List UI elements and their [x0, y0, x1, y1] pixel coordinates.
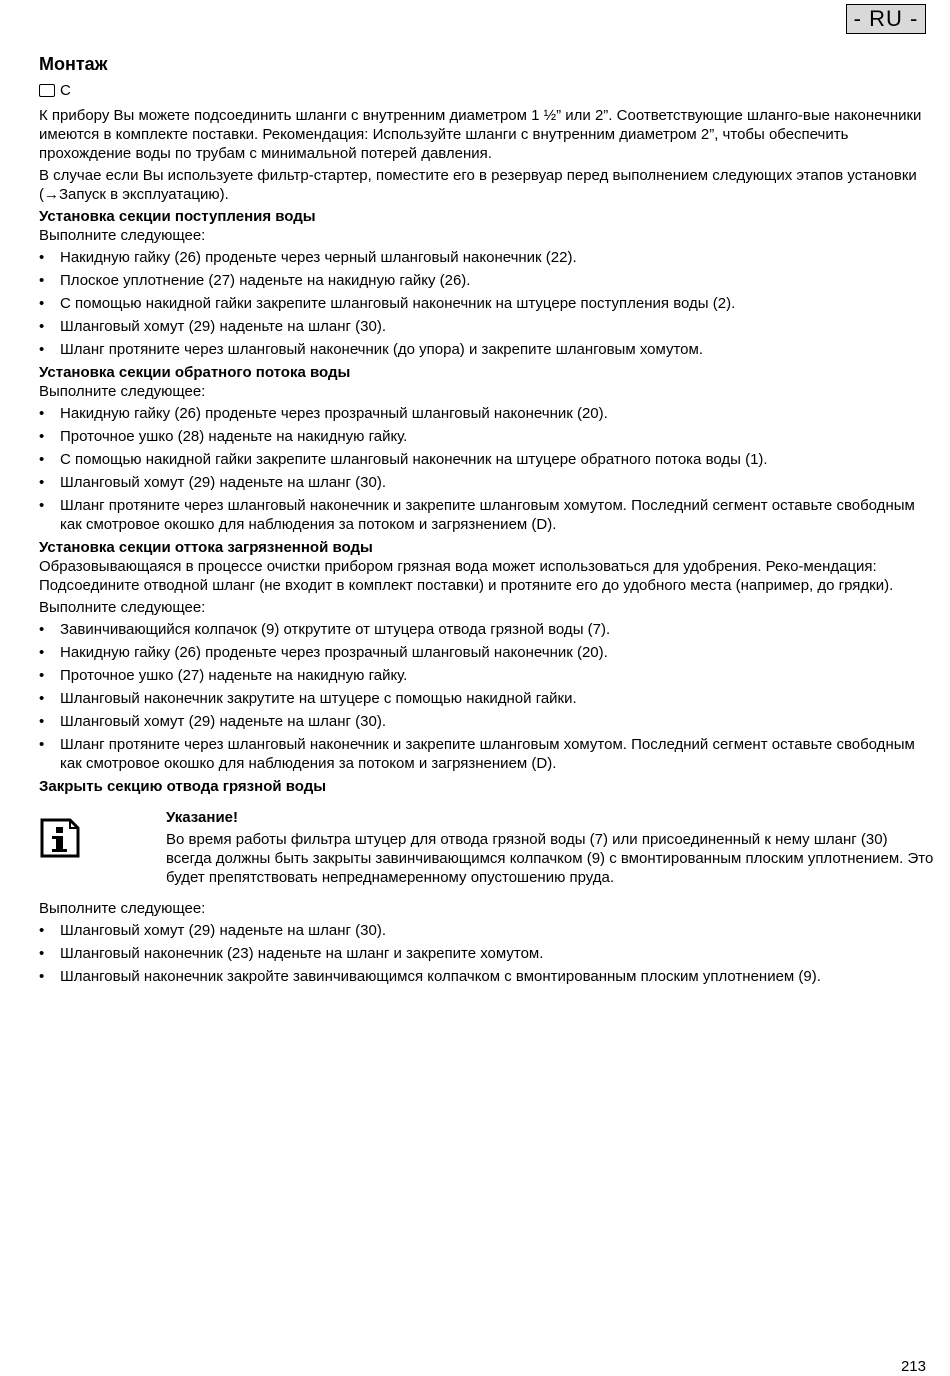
list-item: • Шланговый хомут (29) наденьте на шланг (30).	[39, 921, 934, 940]
list-item: • Накидную гайку (26) проденьте через черный шланговый наконечник (22).	[39, 248, 934, 267]
list-item: • С помощью накидной гайки закрепите шланговый наконечник на штуцере поступления воды (2).	[39, 294, 934, 313]
section-heading-dirty-water-outflow: Установка секции оттока загрязненной воды	[39, 539, 373, 556]
list-item: • Шланговый хомут (29) наденьте на шланг (30).	[39, 473, 934, 492]
info-icon	[39, 808, 166, 890]
list-item: • Завинчивающийся колпачок (9) открутите от штуцера отвода грязной воды (7).	[39, 620, 934, 639]
list-item: • Шланг протяните через шланговый наконечник и закрепите шланговым хомутом. Последний сегмент оставьте свободным как смотровое окошко для наблюдения за потоком и загрязнением (D).	[39, 496, 934, 534]
intro-paragraph: В случае если Вы используете фильтр-стартер, поместите его в резервуар перед выполнением следующих этапов установки (→Запуск в эксплуатацию).	[39, 167, 917, 203]
section-lead: Выполните следующее:	[39, 599, 206, 616]
section-paragraph: Образовывающаяся в процессе очистки прибором грязная вода может использоваться для удобрения. Реко-мендация: Подсоедините отводной шланг (не входит в комплект поставки) и протяните его до удобного места (например, до грядки).	[39, 558, 894, 594]
list-item: • Проточное ушко (28) наденьте на накидную гайку.	[39, 427, 934, 446]
section-heading-close-dirty-water: Закрыть секцию отвода грязной воды	[39, 778, 327, 795]
notice-body: Во время работы фильтра штуцер для отвода грязной воды (7) или присоединенный к нему шланг (30) всегда должны быть закрыты завинчивающимся колпачком (9) с вмонтированным плоским уплотнением. Это будет препятствовать непреднамеренному опустошению пруда.	[166, 831, 934, 886]
list-item: • Накидную гайку (26) проденьте через прозрачный шланговый наконечник (20).	[39, 404, 934, 423]
section-lead: Выполните следующее:	[39, 900, 206, 917]
step-list	[39, 248, 934, 359]
section-lead: Выполните следующее:	[39, 383, 206, 400]
page-content	[39, 52, 934, 990]
list-item: • Проточное ушко (27) наденьте на накидную гайку.	[39, 666, 934, 685]
section-heading-inflow: Установка секции поступления воды	[39, 208, 316, 225]
intro-paragraph: К прибору Вы можете подсоединить шланги с внутренним диаметром 1 ½” или 2”. Соответствующие шланго-вые наконечники имеются в комплекте поставки. Рекомендация: Используйте шланги с внутренним диаметром 2”, чтобы обеспечить прохождение воды по трубам с минимальной потерей давления.	[39, 107, 922, 162]
notice-text	[166, 808, 934, 890]
list-item: • Плоское уплотнение (27) наденьте на накидную гайку (26).	[39, 271, 934, 290]
section-heading-return-flow: Установка секции обратного потока воды	[39, 364, 351, 381]
notice-box	[39, 808, 934, 890]
list-item: • С помощью накидной гайки закрепите шланговый наконечник на штуцере обратного потока воды (1).	[39, 450, 934, 469]
list-item: • Накидную гайку (26) проденьте через прозрачный шланговый наконечник (20).	[39, 643, 934, 662]
list-item: • Шланг протяните через шланговый наконечник и закрепите шланговым хомутом. Последний сегмент оставьте свободным как смотровое окошко для наблюдения за потоком и загрязнением (D).	[39, 735, 934, 773]
figure-reference-icon	[39, 84, 55, 97]
list-item: • Шланговый наконечник закрутите на штуцере с помощью накидной гайки.	[39, 689, 934, 708]
page-number: 213	[900, 1358, 926, 1375]
section-lead: Выполните следующее:	[39, 227, 206, 244]
page-title: Монтаж	[39, 54, 108, 74]
step-list	[39, 921, 934, 986]
figure-reference-label: C	[60, 82, 71, 99]
language-tag: - RU -	[846, 4, 926, 34]
step-list	[39, 620, 934, 773]
list-item: • Шланговый наконечник (23) наденьте на шланг и закрепите хомутом.	[39, 944, 934, 963]
list-item: • Шланговый хомут (29) наденьте на шланг (30).	[39, 712, 934, 731]
step-list	[39, 404, 934, 534]
list-item: • Шланговый наконечник закройте завинчивающимся колпачком с вмонтированным плоским уплотнением (9).	[39, 967, 934, 986]
notice-title: Указание!	[166, 809, 239, 826]
list-item: • Шланговый хомут (29) наденьте на шланг (30).	[39, 317, 934, 336]
figure-reference	[39, 81, 934, 100]
list-item: • Шланг протяните через шланговый наконечник (до упора) и закрепите шланговым хомутом.	[39, 340, 934, 359]
